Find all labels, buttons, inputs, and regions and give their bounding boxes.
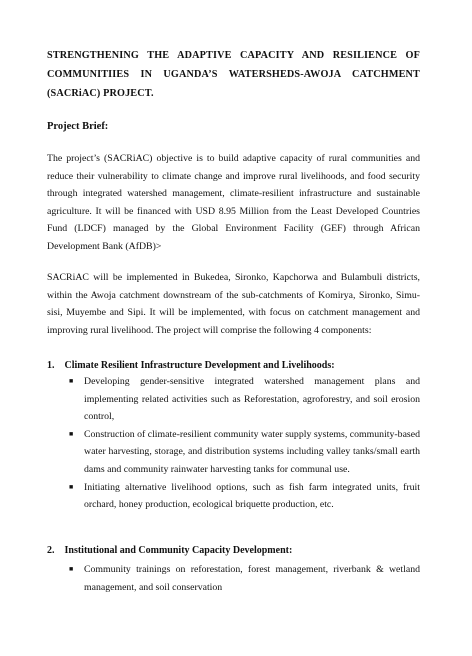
document-title: STRENGTHENING THE ADAPTIVE CAPACITY AND RESILIENCE OF COMMUNITIIES IN UGANDA’S WATERSHEDS-AWOJA CATCHMENT (SACRiAC) PROJECT. xyxy=(47,50,420,99)
list-item-text: Developing gender-sensitive integrated watershed management plans and implementing related activities such as Reforestation, agroforestry, and soil erosion control, xyxy=(84,376,420,423)
section-title: Institutional and Community Capacity Development: xyxy=(64,545,293,556)
list-item xyxy=(66,479,420,514)
square-bullet-icon: ■ xyxy=(69,482,74,491)
list-item xyxy=(66,373,420,426)
list-item-text: Initiating alternative livelihood options, such as fish farm integrated units, fruit orchard, honey production, ecological briquette production, etc. xyxy=(84,481,420,511)
implementation-paragraph: SACRiAC will be implemented in Bukedea, Sironko, Kapchorwa and Bulambuli districts, within the Awoja catchment downstream of the sub-catchments of Komirya, Sironko, Simu-sisi, Muyembe and Sipi. It will be implemented, with focus on catchment management and improving rural livelihood. The project will comprise the following 4 components: xyxy=(47,272,420,336)
bullet-list xyxy=(66,561,420,596)
square-bullet-icon: ■ xyxy=(69,377,74,385)
section-heading xyxy=(47,542,420,560)
list-item-text: Construction of climate-resilient community water supply systems, community-based water harvesting, storage, and distribution systems including valley tanks/small earth dams and community rainwater harvesting tanks for communal use. xyxy=(84,428,420,475)
bullet-list xyxy=(66,373,420,514)
list-item xyxy=(66,426,420,479)
section-title: Climate Resilient Infrastructure Development and Livelihoods: xyxy=(64,360,335,371)
project-brief-heading: Project Brief: xyxy=(47,121,109,132)
list-item xyxy=(66,561,420,596)
objective-paragraph: The project’s (SACRiAC) objective is to build adaptive capacity of rural communities and reduce their vulnerability to climate change and improve rural livelihoods, and food security through integrated watershed management, climate-resilient infrastructure and sustainable agriculture. It will be financed with USD 8.95 Million from the Least Developed Countries Fund (LDCF) managed by the Global Environment Facility (GEF) through African Development Bank (AfDB)> xyxy=(47,153,420,252)
section-number: 2. xyxy=(47,545,55,556)
section-number: 1. xyxy=(47,360,55,371)
square-bullet-icon: ■ xyxy=(69,429,74,438)
square-bullet-icon: ■ xyxy=(69,565,74,573)
list-item-text: Community trainings on reforestation, forest management, riverbank & wetland management, and soil conservation xyxy=(84,564,420,593)
